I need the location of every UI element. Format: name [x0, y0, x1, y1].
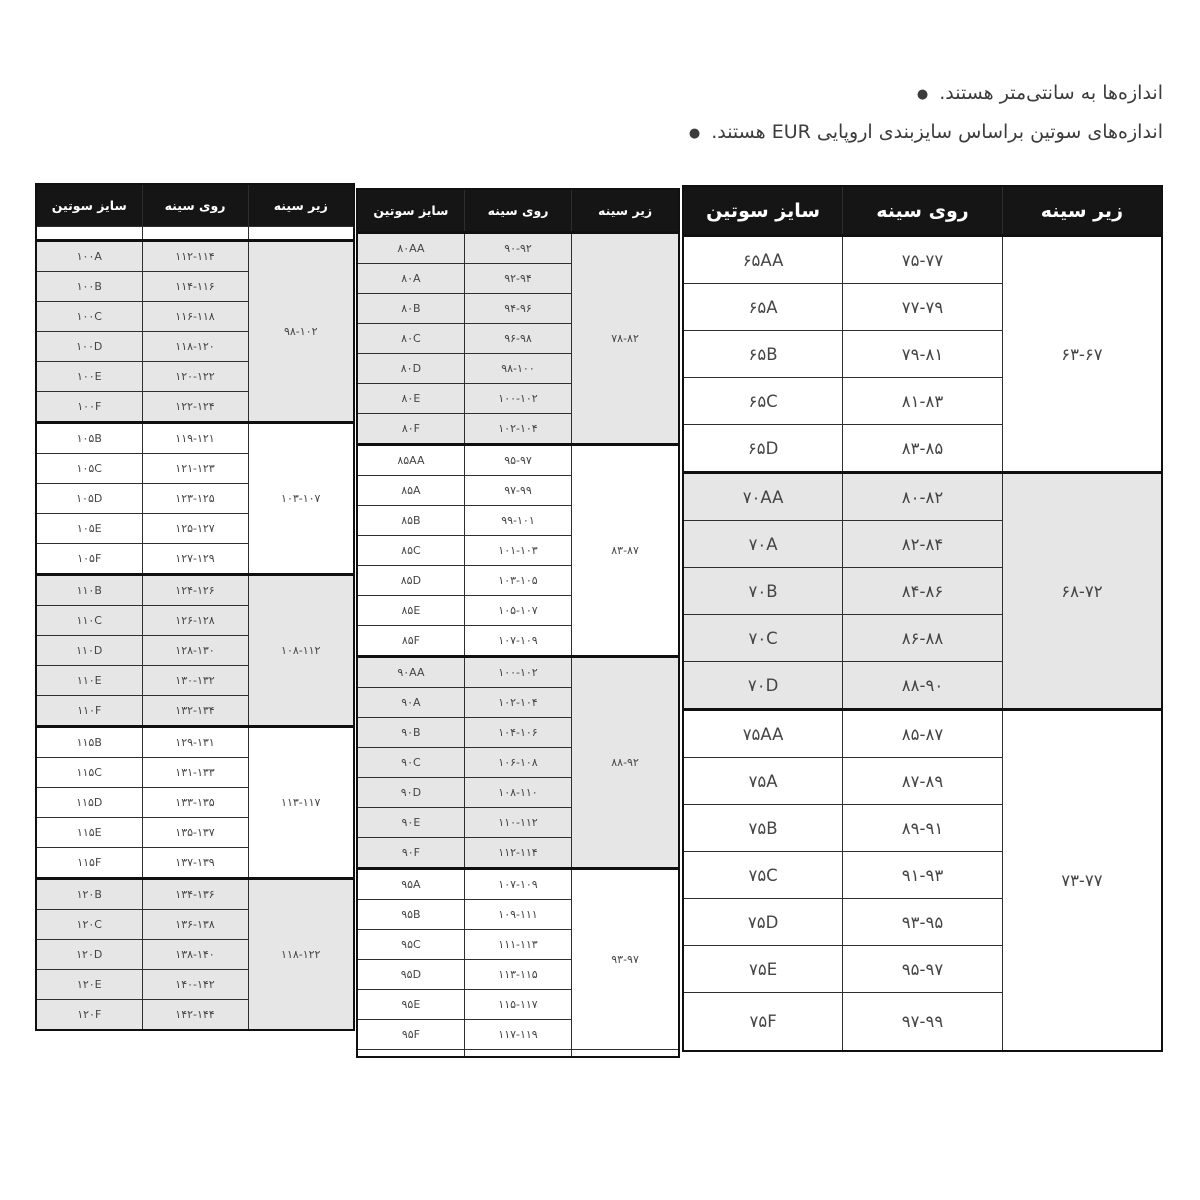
bra-size-cell: ۹۵F [357, 1020, 464, 1050]
table-row [683, 710, 1162, 758]
over-bust-cell: ۱۳۳-۱۳۵ [142, 788, 248, 818]
bra-size-cell: ۱۱۵C [36, 758, 142, 788]
column-header-over-bust: روی سینه [142, 184, 248, 227]
over-bust-cell: ۱۳۰-۱۳۲ [142, 666, 248, 696]
size-table-eur-65-75 [682, 185, 1163, 1052]
bra-size-cell: ۶۵AA [683, 236, 843, 284]
under-bust-merged-cell: ۱۱۳-۱۱۷ [248, 727, 354, 879]
bra-size-cell: ۸۵AA [357, 445, 464, 476]
bra-size-cell: ۱۰۵E [36, 514, 142, 544]
over-bust-cell: ۸۰-۸۲ [843, 473, 1003, 521]
over-bust-cell: ۱۲۲-۱۲۴ [142, 392, 248, 423]
over-bust-cell: ۱۱۸-۱۲۰ [142, 332, 248, 362]
over-bust-cell: ۱۴۲-۱۴۴ [142, 1000, 248, 1031]
over-bust-cell: ۹۴-۹۶ [464, 294, 571, 324]
bra-size-cell: ۸۰C [357, 324, 464, 354]
size-table [356, 188, 680, 1058]
empty-cell [36, 227, 142, 241]
under-bust-merged-cell: ۱۰۸-۱۱۲ [248, 575, 354, 727]
over-bust-cell: ۱۳۶-۱۳۸ [142, 910, 248, 940]
over-bust-cell: ۹۵-۹۷ [843, 946, 1003, 993]
over-bust-cell: ۱۲۳-۱۲۵ [142, 484, 248, 514]
under-bust-merged-cell: ۶۸-۷۲ [1002, 473, 1162, 710]
bra-size-cell: ۱۲۰C [36, 910, 142, 940]
over-bust-cell: ۱۳۴-۱۳۶ [142, 879, 248, 910]
bra-size-cell: ۸۵B [357, 506, 464, 536]
bra-size-cell: ۷۵D [683, 899, 843, 946]
bra-size-cell: ۱۱۰E [36, 666, 142, 696]
size-table [682, 185, 1163, 1052]
over-bust-cell: ۹۲-۹۴ [464, 264, 571, 294]
over-bust-cell: ۱۰۱-۱۰۳ [464, 536, 571, 566]
over-bust-cell: ۸۲-۸۴ [843, 521, 1003, 568]
bra-size-cell: ۱۱۵B [36, 727, 142, 758]
table-row [683, 473, 1162, 521]
over-bust-cell: ۸۴-۸۶ [843, 568, 1003, 615]
bra-size-cell: ۱۲۰E [36, 970, 142, 1000]
empty-cell [464, 1050, 571, 1058]
bra-size-cell: ۹۰C [357, 748, 464, 778]
bullet-icon: ● [916, 86, 929, 102]
over-bust-cell: ۱۰۸-۱۱۰ [464, 778, 571, 808]
over-bust-cell: ۱۰۰-۱۰۲ [464, 657, 571, 688]
table-row [357, 657, 679, 688]
empty-cell [248, 227, 354, 241]
over-bust-cell: ۱۲۴-۱۲۶ [142, 575, 248, 606]
bra-size-cell: ۷۵A [683, 758, 843, 805]
over-bust-cell: ۱۲۵-۱۲۷ [142, 514, 248, 544]
bra-size-cell: ۹۵A [357, 869, 464, 900]
over-bust-cell: ۱۰۴-۱۰۶ [464, 718, 571, 748]
over-bust-cell: ۱۱۴-۱۱۶ [142, 272, 248, 302]
bra-size-cell: ۱۱۰D [36, 636, 142, 666]
over-bust-cell: ۸۷-۸۹ [843, 758, 1003, 805]
bra-size-cell: ۹۰B [357, 718, 464, 748]
over-bust-cell: ۱۱۱-۱۱۳ [464, 930, 571, 960]
over-bust-cell: ۸۱-۸۳ [843, 378, 1003, 425]
under-bust-merged-cell: ۱۰۳-۱۰۷ [248, 423, 354, 575]
over-bust-cell: ۱۰۲-۱۰۴ [464, 414, 571, 445]
over-bust-cell: ۱۱۰-۱۱۲ [464, 808, 571, 838]
over-bust-cell: ۱۱۶-۱۱۸ [142, 302, 248, 332]
over-bust-cell: ۹۹-۱۰۱ [464, 506, 571, 536]
table-row [357, 869, 679, 900]
column-header-over-bust: روی سینه [843, 186, 1003, 236]
bra-size-cell: ۷۵B [683, 805, 843, 852]
bra-size-cell: ۱۰۵C [36, 454, 142, 484]
bra-size-cell: ۸۰D [357, 354, 464, 384]
empty-cell [142, 227, 248, 241]
bra-size-cell: ۶۵C [683, 378, 843, 425]
over-bust-cell: ۱۲۷-۱۲۹ [142, 544, 248, 575]
over-bust-cell: ۱۱۲-۱۱۴ [464, 838, 571, 869]
over-bust-cell: ۹۰-۹۲ [464, 233, 571, 264]
header-row [683, 186, 1162, 236]
over-bust-cell: ۷۷-۷۹ [843, 284, 1003, 331]
table-row [36, 241, 354, 272]
over-bust-cell: ۱۰۶-۱۰۸ [464, 748, 571, 778]
table-row [357, 233, 679, 264]
over-bust-cell: ۱۲۰-۱۲۲ [142, 362, 248, 392]
under-bust-merged-cell: ۹۳-۹۷ [572, 869, 679, 1050]
over-bust-cell: ۱۱۳-۱۱۵ [464, 960, 571, 990]
bra-size-cell: ۹۰F [357, 838, 464, 869]
bra-size-cell: ۷۰D [683, 662, 843, 710]
bra-size-cell: ۶۵B [683, 331, 843, 378]
over-bust-cell: ۱۰۹-۱۱۱ [464, 900, 571, 930]
over-bust-cell: ۸۹-۹۱ [843, 805, 1003, 852]
bra-size-cell: ۱۲۰B [36, 879, 142, 910]
bra-size-cell: ۶۵A [683, 284, 843, 331]
bra-size-cell: ۹۵E [357, 990, 464, 1020]
over-bust-cell: ۹۷-۹۹ [464, 476, 571, 506]
over-bust-cell: ۱۳۵-۱۳۷ [142, 818, 248, 848]
bra-size-cell: ۷۵F [683, 993, 843, 1052]
bra-size-cell: ۸۵A [357, 476, 464, 506]
table-row [36, 727, 354, 758]
header-row [36, 184, 354, 227]
over-bust-cell: ۱۳۷-۱۳۹ [142, 848, 248, 879]
over-bust-cell: ۸۵-۸۷ [843, 710, 1003, 758]
bra-size-cell: ۱۰۰E [36, 362, 142, 392]
over-bust-cell: ۹۵-۹۷ [464, 445, 571, 476]
over-bust-cell: ۹۳-۹۵ [843, 899, 1003, 946]
over-bust-cell: ۱۱۷-۱۱۹ [464, 1020, 571, 1050]
bra-size-cell: ۷۰AA [683, 473, 843, 521]
bra-size-cell: ۷۰A [683, 521, 843, 568]
bra-size-cell: ۹۰D [357, 778, 464, 808]
under-bust-merged-cell: ۸۳-۸۷ [572, 445, 679, 657]
note-item [689, 121, 1163, 143]
under-bust-merged-cell: ۹۸-۱۰۲ [248, 241, 354, 423]
over-bust-cell: ۹۶-۹۸ [464, 324, 571, 354]
empty-cell [572, 1050, 679, 1058]
bra-size-cell: ۱۱۰F [36, 696, 142, 727]
bra-size-cell: ۹۵C [357, 930, 464, 960]
over-bust-cell: ۱۲۸-۱۳۰ [142, 636, 248, 666]
size-table [35, 183, 355, 1031]
bra-size-cell: ۱۱۰B [36, 575, 142, 606]
bra-size-cell: ۷۰B [683, 568, 843, 615]
column-header-under-bust: زیر سینه [1002, 186, 1162, 236]
bra-size-cell: ۷۵E [683, 946, 843, 993]
over-bust-cell: ۱۰۳-۱۰۵ [464, 566, 571, 596]
column-header-under-bust: زیر سینه [248, 184, 354, 227]
over-bust-cell: ۹۱-۹۳ [843, 852, 1003, 899]
over-bust-cell: ۷۹-۸۱ [843, 331, 1003, 378]
table-row [357, 445, 679, 476]
under-bust-merged-cell: ۸۸-۹۲ [572, 657, 679, 869]
note-text: اندازه‌های سوتین براساس سایزبندی اروپایی EUR هستند. [711, 121, 1163, 143]
under-bust-merged-cell: ۱۱۸-۱۲۲ [248, 879, 354, 1031]
note-text: اندازه‌ها به سانتی‌متر هستند. [939, 82, 1163, 104]
column-header-under-bust: زیر سینه [572, 189, 679, 233]
bra-size-cell: ۸۵F [357, 626, 464, 657]
bra-size-cell: ۱۰۵D [36, 484, 142, 514]
table-row [683, 236, 1162, 284]
bra-size-cell: ۸۰B [357, 294, 464, 324]
bra-size-cell: ۱۰۰B [36, 272, 142, 302]
over-bust-cell: ۸۶-۸۸ [843, 615, 1003, 662]
bra-size-cell: ۹۵B [357, 900, 464, 930]
bra-size-cell: ۷۰C [683, 615, 843, 662]
over-bust-cell: ۸۳-۸۵ [843, 425, 1003, 473]
empty-cell [357, 1050, 464, 1058]
note-item [689, 82, 1163, 104]
bra-size-cell: ۱۰۰A [36, 241, 142, 272]
bra-size-cell: ۱۰۵B [36, 423, 142, 454]
bra-size-cell: ۱۰۰F [36, 392, 142, 423]
over-bust-cell: ۱۱۵-۱۱۷ [464, 990, 571, 1020]
over-bust-cell: ۱۳۸-۱۴۰ [142, 940, 248, 970]
table-row [36, 575, 354, 606]
bra-size-cell: ۷۵AA [683, 710, 843, 758]
bra-size-cell: ۷۵C [683, 852, 843, 899]
empty-row [357, 1050, 679, 1058]
bra-size-cell: ۸۰AA [357, 233, 464, 264]
bra-size-cell: ۱۰۰C [36, 302, 142, 332]
bra-size-cell: ۸۰E [357, 384, 464, 414]
over-bust-cell: ۱۲۱-۱۲۳ [142, 454, 248, 484]
over-bust-cell: ۱۲۶-۱۲۸ [142, 606, 248, 636]
bra-size-cell: ۱۲۰F [36, 1000, 142, 1031]
over-bust-cell: ۱۰۰-۱۰۲ [464, 384, 571, 414]
size-table-eur-80-95 [356, 188, 680, 1058]
bra-size-cell: ۸۰A [357, 264, 464, 294]
bra-size-cell: ۹۰A [357, 688, 464, 718]
over-bust-cell: ۱۰۷-۱۰۹ [464, 869, 571, 900]
notes-list [689, 82, 1163, 160]
over-bust-cell: ۱۰۲-۱۰۴ [464, 688, 571, 718]
bra-size-cell: ۱۰۵F [36, 544, 142, 575]
bra-size-cell: ۱۱۵E [36, 818, 142, 848]
bra-size-cell: ۱۰۰D [36, 332, 142, 362]
over-bust-cell: ۷۵-۷۷ [843, 236, 1003, 284]
column-header-size: سایز سوتین [683, 186, 843, 236]
size-table-eur-100-120 [35, 183, 355, 1031]
bra-size-cell: ۱۱۵F [36, 848, 142, 879]
under-bust-merged-cell: ۷۳-۷۷ [1002, 710, 1162, 1052]
over-bust-cell: ۱۰۷-۱۰۹ [464, 626, 571, 657]
bra-size-cell: ۹۰AA [357, 657, 464, 688]
column-header-size: سایز سوتین [36, 184, 142, 227]
bra-size-cell: ۶۵D [683, 425, 843, 473]
table-row [36, 423, 354, 454]
bra-size-cell: ۹۰E [357, 808, 464, 838]
bra-size-cell: ۱۱۵D [36, 788, 142, 818]
over-bust-cell: ۱۴۰-۱۴۲ [142, 970, 248, 1000]
bullet-icon: ● [688, 125, 701, 141]
empty-row [36, 227, 354, 241]
bra-size-cell: ۸۵E [357, 596, 464, 626]
column-header-size: سایز سوتین [357, 189, 464, 233]
over-bust-cell: ۱۱۲-۱۱۴ [142, 241, 248, 272]
bra-size-cell: ۸۰F [357, 414, 464, 445]
over-bust-cell: ۹۸-۱۰۰ [464, 354, 571, 384]
over-bust-cell: ۱۳۲-۱۳۴ [142, 696, 248, 727]
bra-size-cell: ۱۱۰C [36, 606, 142, 636]
under-bust-merged-cell: ۷۸-۸۲ [572, 233, 679, 445]
over-bust-cell: ۱۳۱-۱۳۳ [142, 758, 248, 788]
table-row [36, 879, 354, 910]
over-bust-cell: ۸۸-۹۰ [843, 662, 1003, 710]
under-bust-merged-cell: ۶۳-۶۷ [1002, 236, 1162, 473]
bra-size-cell: ۸۵C [357, 536, 464, 566]
bra-size-cell: ۱۲۰D [36, 940, 142, 970]
column-header-over-bust: روی سینه [464, 189, 571, 233]
header-row [357, 189, 679, 233]
over-bust-cell: ۱۱۹-۱۲۱ [142, 423, 248, 454]
bra-size-cell: ۸۵D [357, 566, 464, 596]
over-bust-cell: ۹۷-۹۹ [843, 993, 1003, 1052]
bra-size-cell: ۹۵D [357, 960, 464, 990]
over-bust-cell: ۱۲۹-۱۳۱ [142, 727, 248, 758]
over-bust-cell: ۱۰۵-۱۰۷ [464, 596, 571, 626]
